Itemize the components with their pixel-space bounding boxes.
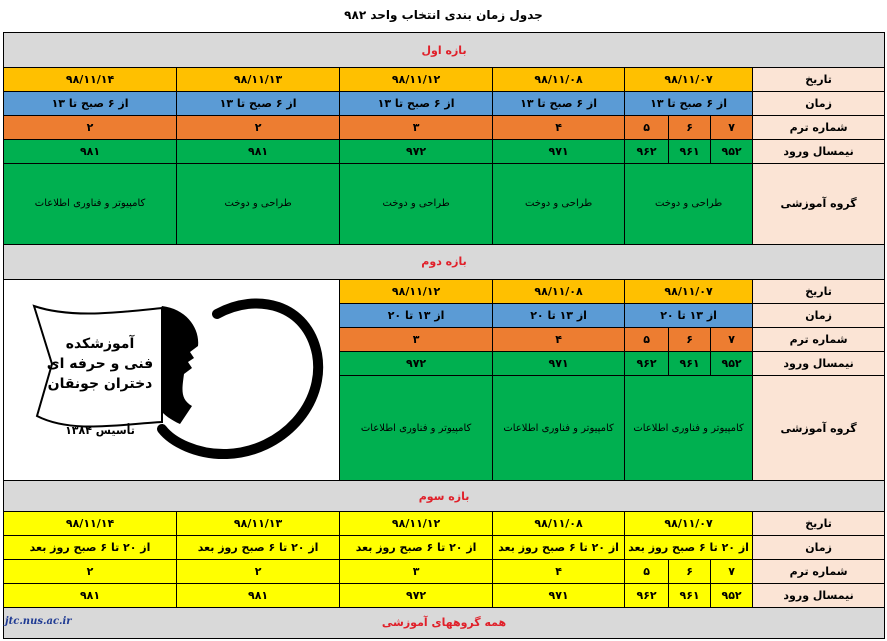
period3-entry-cell: ۹۸۱ — [177, 583, 340, 607]
label-time: زمان — [753, 304, 885, 328]
label-time: زمان — [753, 536, 885, 560]
period3-date-cell: ۹۸/۱۱/۰۷ — [625, 512, 753, 536]
period2-time-cell: از ۱۳ تا ۲۰ — [625, 304, 753, 328]
period3-date-cell: ۹۸/۱۱/۰۸ — [493, 512, 625, 536]
period1-time-cell: از ۶ صبح تا ۱۳ — [340, 92, 493, 116]
period1-date-cell: ۹۸/۱۱/۰۷ — [625, 68, 753, 92]
label-term: شماره ترم — [753, 328, 885, 352]
label-date: تاریخ — [753, 68, 885, 92]
period2-date-cell: ۹۸/۱۱/۰۸ — [493, 279, 625, 303]
period1-term-row — [4, 115, 885, 139]
period3-entry-cell: ۹۵۲ — [711, 583, 753, 607]
period3-time-cell: از ۲۰ تا ۶ صبح روز بعد — [625, 536, 753, 560]
period3-time-cell: از ۲۰ تا ۶ صبح روز بعد — [340, 536, 493, 560]
label-term: شماره ترم — [753, 560, 885, 584]
period1-group-cell: طراحی و دوخت — [625, 163, 753, 244]
period3-date-row — [4, 512, 885, 536]
period3-term-cell: ۲ — [4, 560, 177, 584]
period2-date-cell: ۹۸/۱۱/۰۷ — [625, 279, 753, 303]
period3-header: بازه سوم — [4, 481, 885, 512]
period1-date-cell: ۹۸/۱۱/۱۲ — [340, 68, 493, 92]
period1-entry-cell: ۹۶۱ — [669, 139, 711, 163]
period1-term-cell: ۷ — [711, 115, 753, 139]
period2-date-row — [4, 279, 885, 303]
period1-date-cell: ۹۸/۱۱/۱۳ — [177, 68, 340, 92]
site-watermark: jtc.nus.ac.ir — [5, 616, 72, 627]
school-logo — [4, 279, 340, 480]
label-date: تاریخ — [753, 512, 885, 536]
period1-time-cell: از ۶ صبح تا ۱۳ — [177, 92, 340, 116]
label-term: شماره ترم — [753, 115, 885, 139]
page-title: جدول زمان بندی انتخاب واحد ۹۸۲ — [344, 8, 543, 22]
period2-group-cell: کامپیوتر و فناوری اطلاعات — [340, 376, 493, 481]
period1-group-row — [4, 163, 885, 244]
period3-date-cell: ۹۸/۱۱/۱۲ — [340, 512, 493, 536]
period3-entry-cell: ۹۶۱ — [669, 583, 711, 607]
period2-term-cell: ۷ — [711, 328, 753, 352]
period1-time-cell: از ۶ صبح تا ۱۳ — [625, 92, 753, 116]
period2-term-cell: ۳ — [340, 328, 493, 352]
period3-term-cell: ۴ — [493, 560, 625, 584]
period3-term-cell: ۵ — [625, 560, 669, 584]
period1-header-row — [4, 33, 885, 68]
period1-group-cell: طراحی و دوخت — [493, 163, 625, 244]
period2-group-cell: کامپیوتر و فناوری اطلاعات — [625, 376, 753, 481]
period1-term-cell: ۶ — [669, 115, 711, 139]
period2-entry-cell: ۹۷۱ — [493, 352, 625, 376]
period1-term-cell: ۲ — [4, 115, 177, 139]
period3-entry-cell: ۹۶۲ — [625, 583, 669, 607]
period3-time-cell: از ۲۰ تا ۶ صبح روز بعد — [493, 536, 625, 560]
period3-term-cell: ۲ — [177, 560, 340, 584]
period1-entry-row — [4, 139, 885, 163]
period3-time-row — [4, 536, 885, 560]
period1-term-cell: ۲ — [177, 115, 340, 139]
label-entry: نیمسال ورود — [753, 352, 885, 376]
period3-time-cell: از ۲۰ تا ۶ صبح روز بعد — [4, 536, 177, 560]
period1-group-cell: طراحی و دوخت — [340, 163, 493, 244]
period1-entry-cell: ۹۷۲ — [340, 139, 493, 163]
period2-term-cell: ۵ — [625, 328, 669, 352]
period2-entry-cell: ۹۵۲ — [711, 352, 753, 376]
label-group: گروه آموزشی — [753, 163, 885, 244]
period1-term-cell: ۵ — [625, 115, 669, 139]
period2-header-row — [4, 244, 885, 279]
period1-time-row — [4, 92, 885, 116]
period3-entry-cell: ۹۷۱ — [493, 583, 625, 607]
period2-header: بازه دوم — [4, 244, 885, 279]
logo-line2: فنی و حرفه ای — [46, 355, 153, 372]
period2-date-cell: ۹۸/۱۱/۱۲ — [340, 279, 493, 303]
period1-date-cell: ۹۸/۱۱/۱۴ — [4, 68, 177, 92]
period1-entry-cell: ۹۵۲ — [711, 139, 753, 163]
period2-time-cell: از ۱۳ تا ۲۰ — [340, 304, 493, 328]
period1-group-cell: طراحی و دوخت — [177, 163, 340, 244]
period3-group-row — [4, 607, 885, 638]
label-date: تاریخ — [753, 279, 885, 303]
label-entry: نیمسال ورود — [753, 583, 885, 607]
period2-entry-cell: ۹۶۱ — [669, 352, 711, 376]
period3-date-cell: ۹۸/۱۱/۱۳ — [177, 512, 340, 536]
period3-all-groups: همه گروههای آموزشی — [4, 607, 885, 638]
logo-founded: تأسیس ۱۳۸۴ — [64, 423, 135, 437]
label-time: زمان — [753, 92, 885, 116]
period1-time-cell: از ۶ صبح تا ۱۳ — [493, 92, 625, 116]
period2-term-cell: ۶ — [669, 328, 711, 352]
period3-entry-cell: ۹۷۲ — [340, 583, 493, 607]
period2-entry-cell: ۹۶۲ — [625, 352, 669, 376]
logo-line3: دختران جونقان — [47, 375, 152, 392]
period3-entry-row — [4, 583, 885, 607]
period1-term-cell: ۳ — [340, 115, 493, 139]
period3-term-cell: ۶ — [669, 560, 711, 584]
period2-group-cell: کامپیوتر و فناوری اطلاعات — [493, 376, 625, 481]
period1-entry-cell: ۹۷۱ — [493, 139, 625, 163]
label-entry: نیمسال ورود — [753, 139, 885, 163]
logo-line1: آموزشکده — [65, 335, 134, 352]
period1-date-row — [4, 68, 885, 92]
period1-date-cell: ۹۸/۱۱/۰۸ — [493, 68, 625, 92]
period1-time-cell: از ۶ صبح تا ۱۳ — [4, 92, 177, 116]
schedule-table — [3, 32, 885, 639]
period2-time-cell: از ۱۳ تا ۲۰ — [493, 304, 625, 328]
period1-term-cell: ۴ — [493, 115, 625, 139]
period1-group-cell: کامپیوتر و فناوری اطلاعات — [4, 163, 177, 244]
period3-term-row — [4, 560, 885, 584]
logo-graphic — [12, 284, 332, 474]
period2-term-cell: ۴ — [493, 328, 625, 352]
period3-term-cell: ۷ — [711, 560, 753, 584]
period1-header: بازه اول — [4, 33, 885, 68]
period3-term-cell: ۳ — [340, 560, 493, 584]
period2-entry-cell: ۹۷۲ — [340, 352, 493, 376]
label-group: گروه آموزشی — [753, 376, 885, 481]
period3-entry-cell: ۹۸۱ — [4, 583, 177, 607]
period1-entry-cell: ۹۶۲ — [625, 139, 669, 163]
period3-header-row — [4, 481, 885, 512]
period1-entry-cell: ۹۸۱ — [4, 139, 177, 163]
period3-date-cell: ۹۸/۱۱/۱۴ — [4, 512, 177, 536]
period3-time-cell: از ۲۰ تا ۶ صبح روز بعد — [177, 536, 340, 560]
period1-entry-cell: ۹۸۱ — [177, 139, 340, 163]
